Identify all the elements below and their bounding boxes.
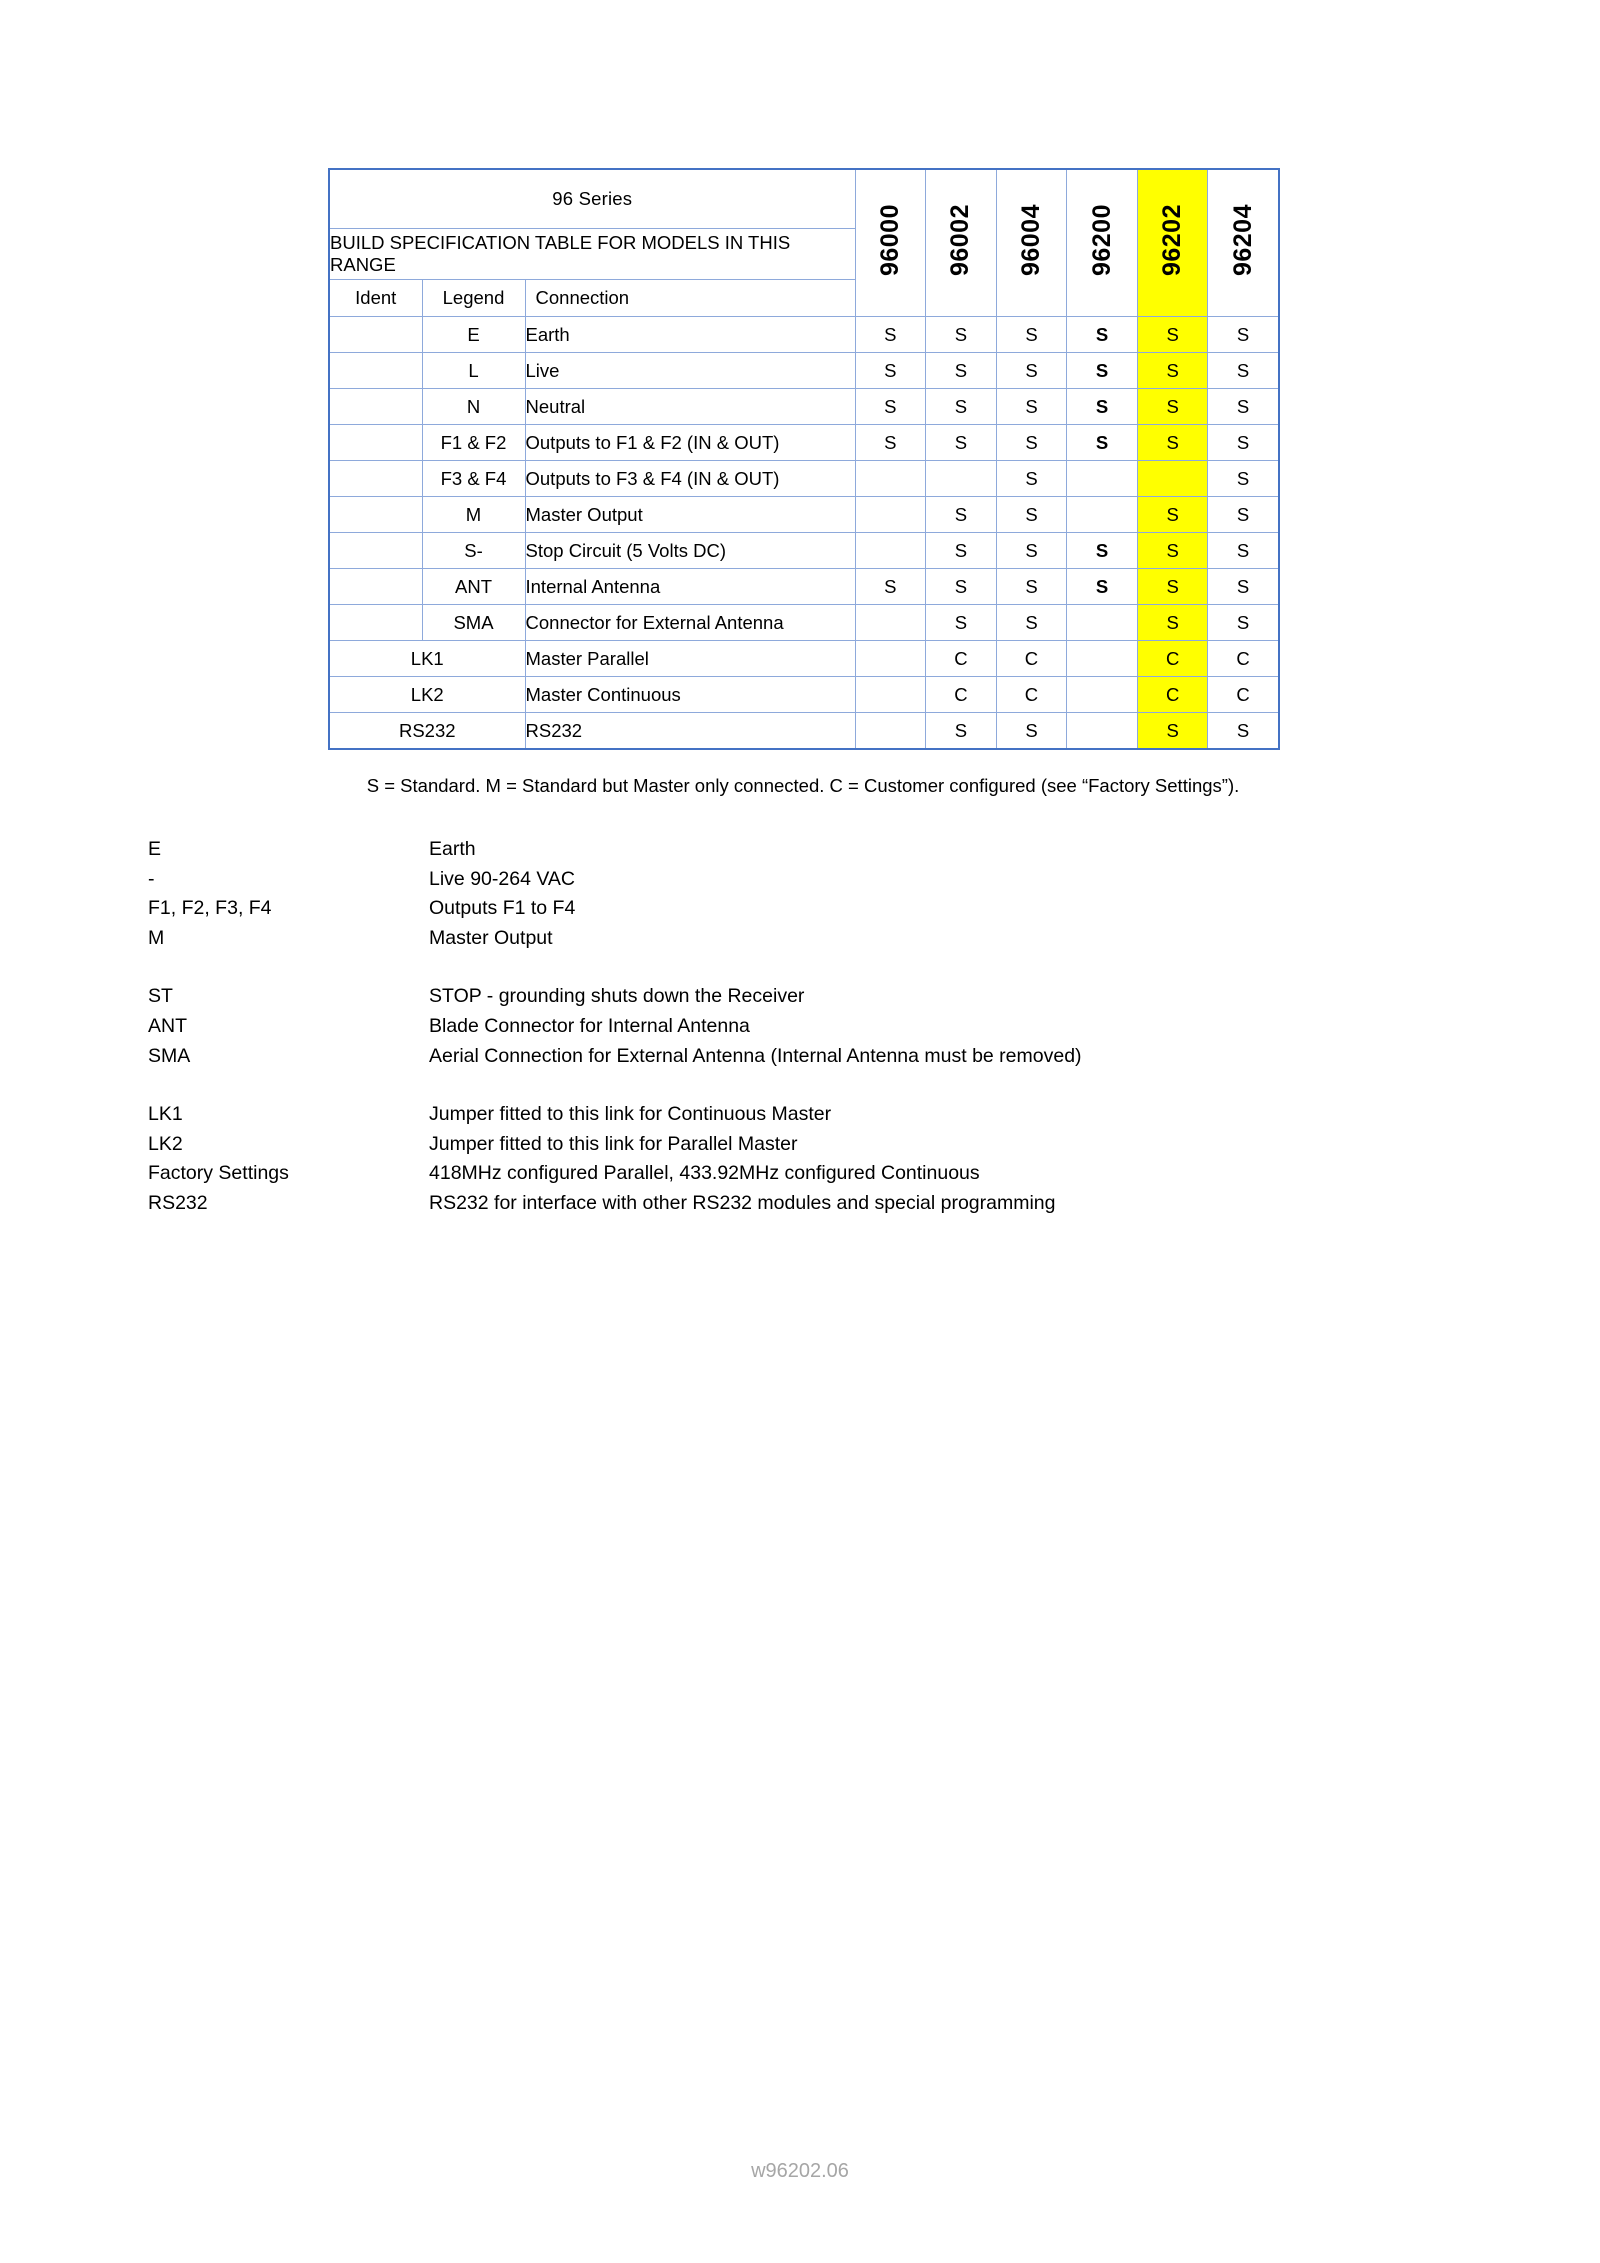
row-connection: Internal Antenna bbox=[525, 569, 855, 605]
row-connection: Master Output bbox=[525, 497, 855, 533]
model-column-header-label: 96000 bbox=[875, 204, 904, 277]
model-column-header-label: 96200 bbox=[1087, 204, 1116, 277]
row-ident bbox=[329, 605, 422, 641]
table-row bbox=[329, 641, 1279, 677]
definition-row bbox=[148, 1042, 1448, 1072]
row-ident bbox=[329, 353, 422, 389]
cell-96002: S bbox=[926, 497, 997, 533]
definition-description: 418MHz configured Parallel, 433.92MHz configured Continuous bbox=[429, 1162, 980, 1185]
cell-96204: S bbox=[1208, 497, 1279, 533]
definition-row bbox=[148, 894, 1448, 924]
column-header-ident: Ident bbox=[329, 280, 422, 317]
cell-96202: S bbox=[1137, 497, 1208, 533]
row-legend: F3 & F4 bbox=[422, 461, 525, 497]
definition-description: Jumper fitted to this link for Continuous Master bbox=[429, 1103, 832, 1126]
table-row bbox=[329, 317, 1279, 353]
cell-96204: S bbox=[1208, 461, 1279, 497]
row-ident: LK2 bbox=[329, 677, 525, 713]
row-legend: E bbox=[422, 317, 525, 353]
cell-96004: S bbox=[996, 317, 1067, 353]
definition-row bbox=[148, 982, 1448, 1012]
definition-description: Aerial Connection for External Antenna (Internal Antenna must be removed) bbox=[429, 1044, 1082, 1067]
definition-row bbox=[148, 1159, 1448, 1189]
model-column-header-96204 bbox=[1208, 169, 1279, 317]
cell-96204: S bbox=[1208, 713, 1279, 750]
cell-96204: S bbox=[1208, 353, 1279, 389]
cell-96002: S bbox=[926, 713, 997, 750]
row-legend: ANT bbox=[422, 569, 525, 605]
table-title: 96 Series bbox=[329, 169, 855, 229]
column-header-connection: Connection bbox=[525, 280, 855, 317]
row-ident bbox=[329, 497, 422, 533]
cell-96000 bbox=[855, 677, 926, 713]
row-ident bbox=[329, 461, 422, 497]
row-ident bbox=[329, 569, 422, 605]
definition-term: LK2 bbox=[148, 1132, 183, 1155]
table-row bbox=[329, 605, 1279, 641]
definition-row bbox=[148, 1189, 1448, 1219]
cell-96002: C bbox=[926, 641, 997, 677]
definition-description: Earth bbox=[429, 838, 476, 860]
cell-96200: S bbox=[1067, 569, 1138, 605]
definition-row bbox=[148, 1012, 1448, 1042]
cell-96202: S bbox=[1137, 317, 1208, 353]
cell-96000 bbox=[855, 713, 926, 750]
row-connection: Stop Circuit (5 Volts DC) bbox=[525, 533, 855, 569]
row-ident bbox=[329, 533, 422, 569]
cell-96202: S bbox=[1137, 713, 1208, 750]
build-specification-table bbox=[328, 168, 1280, 750]
column-header-legend: Legend bbox=[422, 280, 525, 317]
table-row bbox=[329, 569, 1279, 605]
definition-group bbox=[148, 835, 1448, 953]
definition-term: Factory Settings bbox=[148, 1162, 289, 1185]
row-connection: Outputs to F3 & F4 (IN & OUT) bbox=[525, 461, 855, 497]
cell-96202: S bbox=[1137, 353, 1208, 389]
definition-row bbox=[148, 1100, 1448, 1130]
cell-96002: S bbox=[926, 317, 997, 353]
row-connection: RS232 bbox=[525, 713, 855, 750]
cell-96004: S bbox=[996, 389, 1067, 425]
cell-96004: S bbox=[996, 497, 1067, 533]
cell-96200 bbox=[1067, 461, 1138, 497]
cell-96004: C bbox=[996, 677, 1067, 713]
cell-96204: S bbox=[1208, 425, 1279, 461]
table-row bbox=[329, 389, 1279, 425]
definition-row bbox=[148, 865, 1448, 895]
cell-96004: S bbox=[996, 533, 1067, 569]
definition-description: Jumper fitted to this link for Parallel Master bbox=[429, 1132, 798, 1155]
definition-description: Outputs F1 to F4 bbox=[429, 897, 576, 920]
definition-description: Master Output bbox=[429, 926, 553, 949]
definition-term: ANT bbox=[148, 1014, 187, 1037]
table-row bbox=[329, 713, 1279, 750]
cell-96200: S bbox=[1067, 533, 1138, 569]
cell-96200: S bbox=[1067, 389, 1138, 425]
row-connection: Master Continuous bbox=[525, 677, 855, 713]
cell-96000 bbox=[855, 461, 926, 497]
cell-96202 bbox=[1137, 461, 1208, 497]
row-connection: Connector for External Antenna bbox=[525, 605, 855, 641]
model-column-header-96202 bbox=[1137, 169, 1208, 317]
model-column-header-96004 bbox=[996, 169, 1067, 317]
cell-96000 bbox=[855, 533, 926, 569]
table-row bbox=[329, 533, 1279, 569]
definition-term: ST bbox=[148, 985, 173, 1008]
cell-96002: S bbox=[926, 425, 997, 461]
definition-row bbox=[148, 1130, 1448, 1160]
definition-term: F1, F2, F3, F4 bbox=[148, 897, 272, 920]
cell-96200: S bbox=[1067, 353, 1138, 389]
table-row bbox=[329, 425, 1279, 461]
cell-96002: S bbox=[926, 533, 997, 569]
cell-96004: S bbox=[996, 461, 1067, 497]
cell-96002: C bbox=[926, 677, 997, 713]
row-legend: S- bbox=[422, 533, 525, 569]
cell-96200 bbox=[1067, 641, 1138, 677]
row-ident: LK1 bbox=[329, 641, 525, 677]
cell-96204: S bbox=[1208, 569, 1279, 605]
cell-96000: S bbox=[855, 425, 926, 461]
cell-96204: S bbox=[1208, 605, 1279, 641]
cell-96202: S bbox=[1137, 533, 1208, 569]
model-column-header-label: 96004 bbox=[1016, 204, 1045, 277]
model-column-header-96200 bbox=[1067, 169, 1138, 317]
cell-96000: S bbox=[855, 389, 926, 425]
cell-96000: S bbox=[855, 353, 926, 389]
cell-96004: C bbox=[996, 641, 1067, 677]
definition-term: RS232 bbox=[148, 1191, 208, 1214]
definition-description: RS232 for interface with other RS232 modules and special programming bbox=[429, 1191, 1056, 1214]
model-column-header-96002 bbox=[926, 169, 997, 317]
cell-96202: C bbox=[1137, 641, 1208, 677]
cell-96000 bbox=[855, 497, 926, 533]
cell-96204: S bbox=[1208, 533, 1279, 569]
cell-96202: S bbox=[1137, 569, 1208, 605]
page-footer-code: w96202.06 bbox=[751, 2160, 849, 2182]
row-connection: Neutral bbox=[525, 389, 855, 425]
table-row bbox=[329, 353, 1279, 389]
definition-group bbox=[148, 1100, 1448, 1218]
cell-96200: S bbox=[1067, 425, 1138, 461]
definition-group bbox=[148, 982, 1448, 1071]
cell-96002: S bbox=[926, 353, 997, 389]
cell-96004: S bbox=[996, 425, 1067, 461]
row-connection: Live bbox=[525, 353, 855, 389]
row-connection: Outputs to F1 & F2 (IN & OUT) bbox=[525, 425, 855, 461]
build-specification-table-container bbox=[328, 168, 1278, 750]
table-title-row bbox=[329, 169, 1279, 229]
cell-96004: S bbox=[996, 605, 1067, 641]
cell-96200: S bbox=[1067, 317, 1138, 353]
row-connection: Earth bbox=[525, 317, 855, 353]
cell-96202: S bbox=[1137, 389, 1208, 425]
table-row bbox=[329, 461, 1279, 497]
cell-96202: C bbox=[1137, 677, 1208, 713]
table-row bbox=[329, 677, 1279, 713]
cell-96004: S bbox=[996, 713, 1067, 750]
model-column-header-label: 96202 bbox=[1158, 204, 1187, 277]
definition-term: SMA bbox=[148, 1044, 191, 1067]
cell-96202: S bbox=[1137, 605, 1208, 641]
definition-description: STOP - grounding shuts down the Receiver bbox=[429, 985, 805, 1008]
cell-96002: S bbox=[926, 605, 997, 641]
row-legend: N bbox=[422, 389, 525, 425]
row-ident bbox=[329, 425, 422, 461]
definition-term: E bbox=[148, 838, 162, 860]
cell-96202: S bbox=[1137, 425, 1208, 461]
definition-description: Blade Connector for Internal Antenna bbox=[429, 1014, 750, 1037]
definition-term: LK1 bbox=[148, 1103, 183, 1126]
cell-96204: C bbox=[1208, 641, 1279, 677]
cell-96200 bbox=[1067, 713, 1138, 750]
cell-96000: S bbox=[855, 569, 926, 605]
row-ident: RS232 bbox=[329, 713, 525, 750]
row-connection: Master Parallel bbox=[525, 641, 855, 677]
model-column-header-label: 96204 bbox=[1228, 204, 1257, 277]
table-row bbox=[329, 497, 1279, 533]
cell-96204: S bbox=[1208, 389, 1279, 425]
row-legend: SMA bbox=[422, 605, 525, 641]
definition-row bbox=[148, 924, 1448, 954]
model-column-header-label: 96002 bbox=[946, 204, 975, 277]
table-footnote: S = Standard. M = Standard but Master only connected. C = Customer configured (see “Factory Settings”). bbox=[366, 775, 1240, 796]
model-column-header-96000 bbox=[855, 169, 926, 317]
cell-96004: S bbox=[996, 353, 1067, 389]
cell-96204: C bbox=[1208, 677, 1279, 713]
cell-96004: S bbox=[996, 569, 1067, 605]
cell-96002: S bbox=[926, 389, 997, 425]
definition-description: Live 90-264 VAC bbox=[429, 867, 575, 890]
definition-row bbox=[148, 835, 1448, 865]
cell-96200 bbox=[1067, 497, 1138, 533]
row-legend: F1 & F2 bbox=[422, 425, 525, 461]
cell-96000: S bbox=[855, 317, 926, 353]
cell-96002: S bbox=[926, 569, 997, 605]
row-legend: M bbox=[422, 497, 525, 533]
cell-96204: S bbox=[1208, 317, 1279, 353]
cell-96000 bbox=[855, 605, 926, 641]
cell-96000 bbox=[855, 641, 926, 677]
cell-96200 bbox=[1067, 605, 1138, 641]
row-ident bbox=[329, 389, 422, 425]
definition-term: M bbox=[148, 926, 165, 949]
table-subtitle: BUILD SPECIFICATION TABLE FOR MODELS IN THIS RANGE bbox=[329, 229, 855, 280]
cell-96002 bbox=[926, 461, 997, 497]
row-legend: L bbox=[422, 353, 525, 389]
definition-term: - bbox=[148, 867, 155, 890]
row-ident bbox=[329, 317, 422, 353]
cell-96200 bbox=[1067, 677, 1138, 713]
definitions-list bbox=[148, 835, 1448, 1219]
